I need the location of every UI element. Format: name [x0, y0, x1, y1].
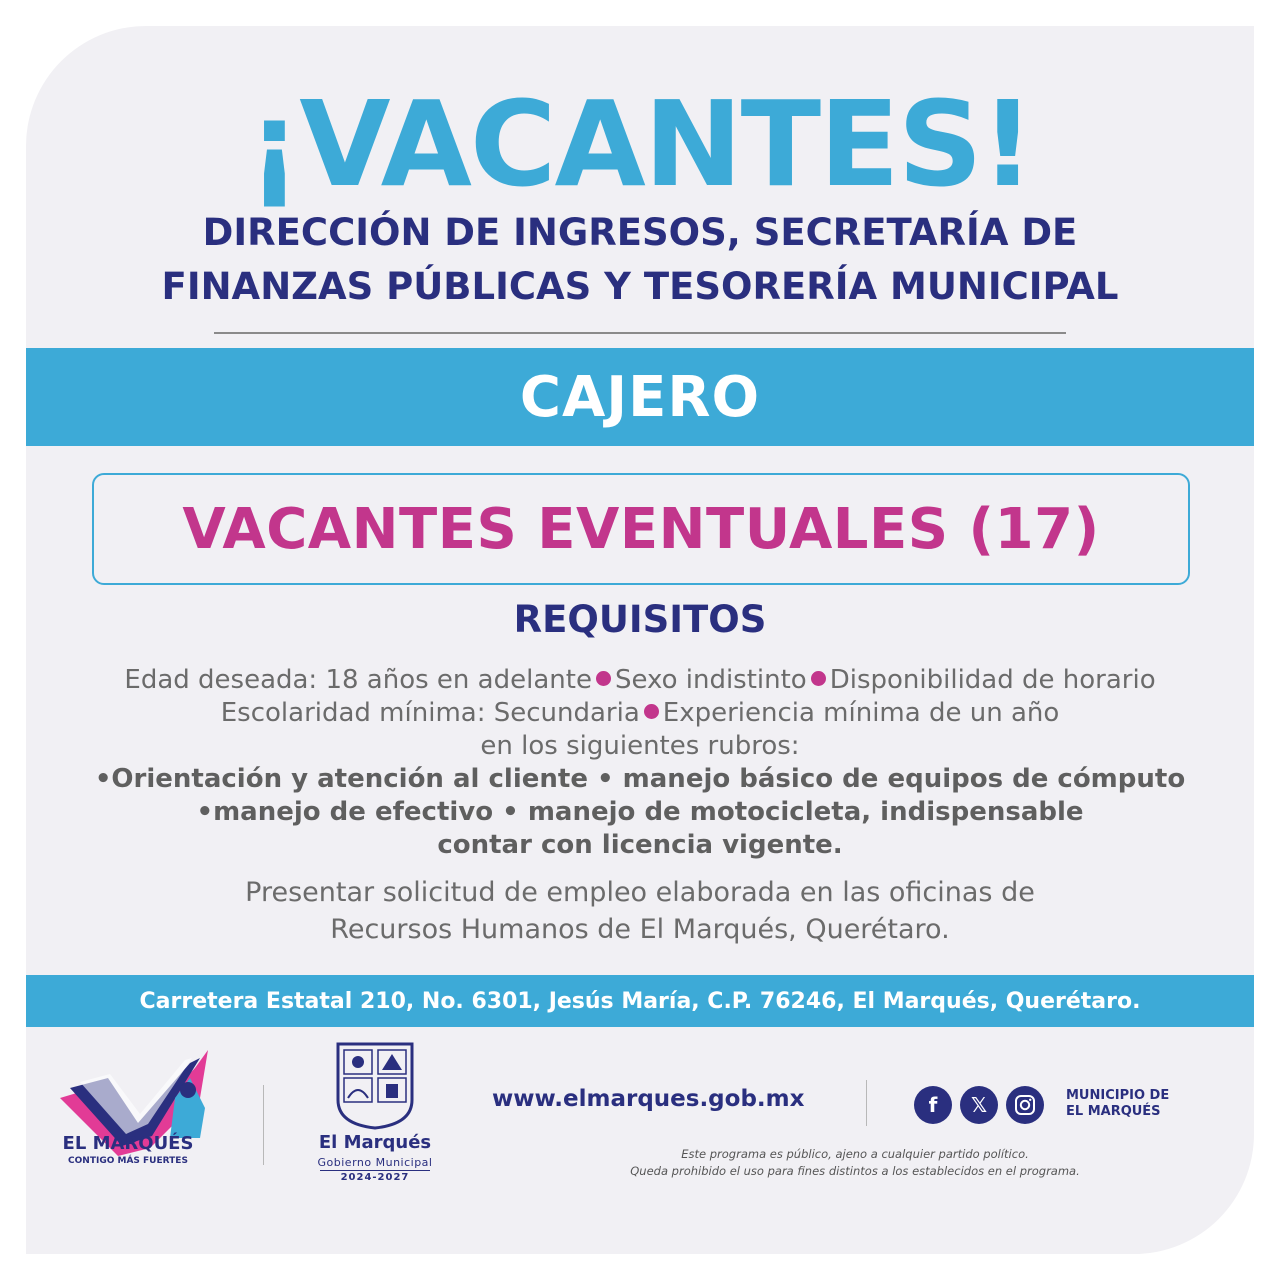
address-band — [26, 975, 1254, 1027]
requirement-availability: Disponibilidad de horario — [829, 665, 1156, 695]
position-title: CAJERO — [519, 364, 761, 430]
requirement-experience: Experiencia mínima de un año — [662, 698, 1060, 728]
requirements-line2 — [26, 697, 1254, 730]
brand-logo-slogan: CONTIGO MÁS FUERTES — [68, 1156, 188, 1166]
municipal-seal-icon — [332, 1038, 418, 1132]
address-text: Carretera Estatal 210, No. 6301, Jesús María, C.P. 76246, El Marqués, Querétaro. — [139, 988, 1141, 1014]
instructions-line1: Presentar solicitud de empleo elaborada en las oficinas de — [245, 877, 1035, 908]
footer-divider — [866, 1080, 867, 1126]
municipality-line1: MUNICIPIO DE — [1066, 1088, 1170, 1103]
requirements-line1 — [26, 664, 1254, 697]
rubros-intro: en los siguientes rubros: — [480, 731, 800, 761]
department-title-line1: DIRECCIÓN DE INGRESOS, SECRETARÍA DE — [202, 211, 1078, 254]
instagram-icon[interactable] — [1006, 1086, 1044, 1124]
x-icon[interactable]: 𝕏 — [960, 1086, 998, 1124]
seal-government: Gobierno Municipal — [317, 1156, 433, 1169]
website-link[interactable]: www.elmarques.gob.mx — [492, 1086, 805, 1112]
requirements-title: REQUISITOS — [513, 598, 767, 641]
seal-name: El Marqués — [318, 1132, 432, 1153]
seal-rule — [320, 1170, 430, 1171]
brand-logo-title: EL MARQUÉS — [62, 1133, 194, 1154]
facebook-icon[interactable]: f — [914, 1086, 952, 1124]
disclaimer-line2: Queda prohibido el uso para fines distintos a los establecidos en el programa. — [630, 1164, 1080, 1178]
department-title — [26, 206, 1254, 314]
divider — [214, 332, 1066, 334]
position-band — [26, 348, 1254, 446]
disclaimer — [560, 1146, 1150, 1180]
vacancies-box — [92, 473, 1190, 585]
application-instructions — [26, 874, 1254, 948]
rubros-line3: contar con licencia vigente. — [437, 830, 843, 860]
bullet-dot-icon — [811, 671, 826, 686]
requirement-age: Edad deseada: 18 años en adelante — [124, 665, 592, 695]
rubros-line2: •manejo de efectivo • manejo de motocicleta, indispensable — [196, 797, 1084, 827]
municipality-label — [1066, 1088, 1169, 1120]
municipality-line2: EL MARQUÉS — [1066, 1104, 1161, 1119]
disclaimer-line1: Este programa es público, ajeno a cualquier partido político. — [681, 1147, 1029, 1161]
vacancies-count: VACANTES EVENTUALES (17) — [182, 496, 1100, 562]
requirements-list — [26, 664, 1254, 862]
social-icons — [914, 1086, 1044, 1124]
headline: ¡VACANTES! — [247, 75, 1033, 213]
seal-years: 2024-2027 — [340, 1172, 410, 1183]
requirement-sex: Sexo indistinto — [614, 665, 807, 695]
rubros-line1: •Orientación y atención al cliente • manejo básico de equipos de cómputo — [94, 764, 1186, 794]
requirement-schooling: Escolaridad mínima: Secundaria — [220, 698, 640, 728]
bullet-dot-icon — [596, 671, 611, 686]
footer-divider — [263, 1085, 264, 1165]
bullet-dot-icon — [644, 704, 659, 719]
instructions-line2: Recursos Humanos de El Marqués, Querétaro. — [330, 914, 950, 945]
department-title-line2: FINANZAS PÚBLICAS Y TESORERÍA MUNICIPAL — [161, 265, 1119, 308]
el-marques-brand-logo — [40, 1038, 230, 1198]
